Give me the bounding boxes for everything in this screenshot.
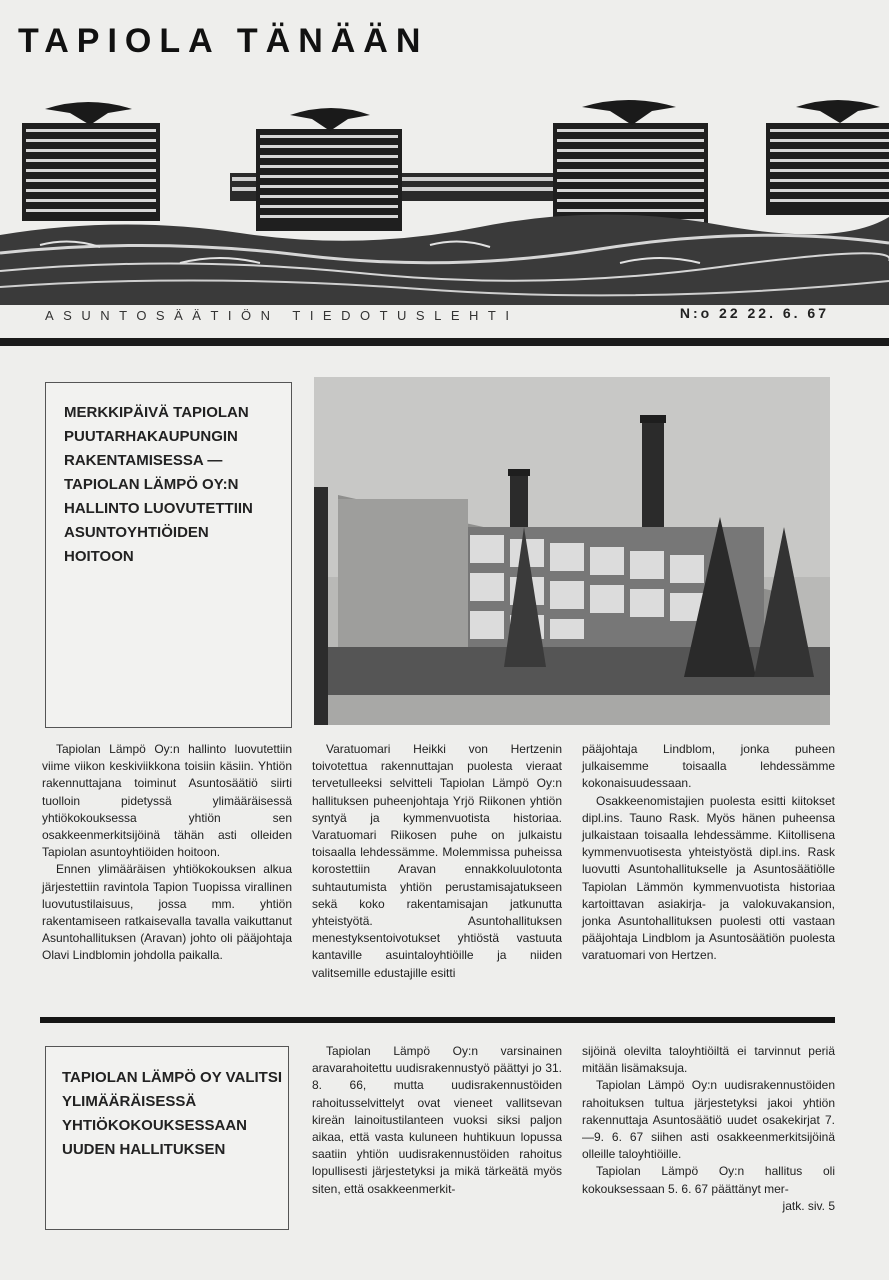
article1-column-1 <box>42 741 292 965</box>
section-rule <box>40 1017 835 1023</box>
article1-column-3 <box>582 741 835 965</box>
skyline-illustration <box>0 95 889 305</box>
continued-on-page: jatk. siv. 5 <box>782 1198 835 1213</box>
article1-col3-para-1: pääjohtaja Lindblom, jonka puheen julkaisemme toisaalla lehdessämme kokonaisuudessaan. <box>582 742 835 791</box>
masthead-title: TAPIOLA TÄNÄÄN <box>18 22 429 60</box>
issue-number: N:o 22 22. 6. 67 <box>679 305 829 321</box>
article2-column-1 <box>312 1043 562 1198</box>
article1-column-2 <box>312 741 562 982</box>
article2-col2-para-3: Tapiolan Lämpö Oy:n hallitus oli kokouksessaan 5. 6. 67 päättänyt mer- <box>582 1164 835 1196</box>
article1-headline-box <box>45 382 292 728</box>
newsletter-subtitle: ASUNTOSÄÄTIÖN TIEDOTUSLEHTI <box>45 308 519 323</box>
article2-col2-para-1: sijöinä olevilta taloyhtiöiltä ei tarvinnut periä mitään lisämaksuja. <box>582 1044 835 1076</box>
article1-col1-para-1: Tapiolan Lämpö Oy:n hallinto luovutettiin viime viikon keskiviikkona toisiin käsiin. Yhtiön rakennuttajana toiminut Asuntosäätiö siirti tuolloin pidetyssä ylimääräisessä yhtiökokouksessa yhtiön sen osakkeenmerkitsijöinä tähän asti olleiden Tapiolan asuntoyhtiöiden hoitoon. <box>42 742 292 860</box>
article1-col1-para-2: Ennen ylimääräisen yhtiökokouksen alkua järjestettiin ravintola Tapion Tuopissa virallinen luovutustilaisuus, jossa mm. yhtiön rakentamiseen ratkaisevalla tavalla vaikuttanut Asuntohallituksen (Aravan) johto oli pääjohtaja Olavi Lindblomin johdolla paikalla. <box>42 862 292 963</box>
article2-col1-para-1: Tapiolan Lämpö Oy:n varsinainen aravarahoitettu uudisrakennustyö päättyi jo 31. 8. 66, mutta uudisrakennustöiden rahoitusselvittelyt ovat vieneet vallitsevan kireän lainoitustilanteen vuoksi siksi paljon aikaa, että vasta kuluneen huhtikuun lopussa saatiin yhtiön uudisrakennustöiden rahoitus lopullisesti järjestetyksi ja mikä tärkeätä myös siten, että osakkeenmerkit- <box>312 1044 562 1196</box>
article2-headline: TAPIOLAN LÄMPÖ OY VALITSI YLIMÄÄRÄISESSÄ YHTIÖKOKOUKSESSAAN UUDEN HALLITUKSEN <box>62 1069 283 1158</box>
article1-col3-para-2: Osakkeenomistajien puolesta esitti kiitokset dipl.ins. Tauno Rask. Myös hänen puheensa julkaistaan toisaalla lehdessämme. Kiitollisena kymmenvuotisesta yhteistyöstä dipl.ins. Rask luovutti Asuntohallitukselle ja Asuntosäätiölle Tapiolan Lämmön kymmenvuotista historiaa kartoittavan asiakirja- ja valokuvakansion, jonka Asuntohallituksen puolesti otti vastaan pääjohtaja Lindblom ja Asuntosäätiön puolesta varatuomari von Hertzen. <box>582 793 835 963</box>
top-rule <box>0 338 889 346</box>
article2-headline-box <box>45 1046 289 1230</box>
heating-plant-photo <box>314 377 830 725</box>
article2-col2-para-2: Tapiolan Lämpö Oy:n uudisrakennustöiden rahoituksen tultua järjestetyksi jakoi yhtiön rakennuttaja Asuntosäätiö uudet osakekirjat 7.—9. 6. 67 siihen asti osakkeenmerkitsijöinä olleille taloyhtiöille. <box>582 1078 835 1162</box>
article1-headline: MERKKIPÄIVÄ TAPIOLAN PUUTARHAKAUPUNGIN RAKENTAMISESSA — TAPIOLAN LÄMPÖ OY:N HALLINTO LUOVUTETTIIN ASUNTOYHTIÖIDEN HOITOON <box>64 404 253 565</box>
article2-column-2 <box>582 1043 835 1215</box>
article1-col2-para-1: Varatuomari Heikki von Hertzenin toivotettua rakennuttajan puolesta vieraat tervetulleeksi selvitteli Tapiolan Lämpö Oy:n hallituksen puheenjohtaja Yrjö Riikonen yhtiön syntyä ja kymmenvuotista historiaa. Varatuomari Riikosen puhe on julkaistu toisaalla lehdessämme. Molemmissa puheissa korostettiin Aravan ennakkoluulotonta suhtautumista yhtiön perustamisajatukseen sekä koko rakentamisajan jatkunutta yhteistyötä. Asuntohallituksen menestyksentoivotukset yhtiöstä vastuuta kantaville asuintaloyhtiöille ja niiden valitsemille edustajille esitti <box>312 742 562 980</box>
